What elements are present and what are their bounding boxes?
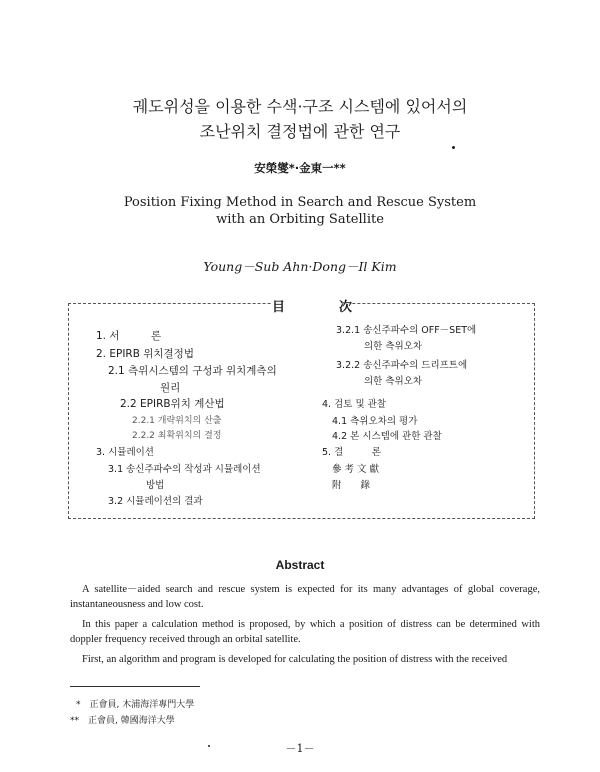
toc-item: 參 考 文 獻: [332, 464, 380, 475]
korean-title-line-1: 궤도위성을 이용한 수색·구조 시스템에 있어서의: [132, 97, 468, 116]
toc-item: 1. 서 론: [96, 330, 162, 342]
toc-item: 2.2.2 최확위치의 결정: [132, 431, 222, 441]
toc-item: 5. 결 론: [322, 447, 381, 458]
toc-item: 3.2 시뮬레이션의 결과: [108, 496, 203, 507]
footnote-rule: [70, 686, 200, 687]
abstract-body: [70, 582, 540, 672]
toc-item: 2. EPIRB 위치결정법: [96, 348, 194, 360]
toc-item: 4.1 측위오차의 평가: [332, 416, 418, 427]
toc-item: 4.2 본 시스템에 관한 관찰: [332, 431, 442, 442]
toc-heading: [272, 296, 352, 315]
footnote-author-1: * 正會員, 木浦海洋專門大學: [76, 700, 195, 710]
toc-item: 3. 시뮬레이션: [96, 447, 154, 458]
toc-item: 附 錄: [332, 480, 371, 491]
abstract-paragraph: First, an algorithm and program is developed for calculating the position of distress with the received: [82, 654, 508, 665]
toc-heading-char-2: 次: [338, 300, 352, 315]
toc-item: 원리: [160, 382, 181, 394]
korean-authors: 安榮燮*·金東一**: [254, 161, 346, 175]
abstract-paragraph: In this paper a calculation method is proposed, by which a position of distress can be determined with doppler frequency received through an orbital satellite.: [70, 619, 540, 645]
toc-item: 방법: [146, 480, 165, 491]
toc-item: 4. 검토 및 관찰: [322, 399, 387, 410]
toc-item: 의한 측위오차: [364, 341, 423, 352]
toc-item: 2.2.1 개략위치의 산출: [132, 416, 222, 426]
toc-item: 3.2.2 송신주파수의 드리프트에: [336, 360, 468, 371]
toc-heading-char-1: 目: [272, 300, 286, 315]
page-number: －1－: [285, 742, 315, 755]
english-title-line-2: with an Orbiting Satellite: [216, 212, 384, 227]
toc-item: 2.2 EPIRB위치 계산법: [120, 398, 225, 410]
toc-item: 2.1 측위시스템의 구성과 위치계측의: [108, 365, 277, 377]
english-authors: Young－Sub Ahn·Dong－Il Kim: [203, 259, 397, 274]
toc-item: 3.2.1 송신주파수의 OFF－SET에: [336, 325, 477, 336]
toc-item: 의한 측위오차: [364, 376, 423, 387]
abstract-paragraph: A satellite－aided search and rescue system is expected for its many advantages of global coverage, instantaneousness and low cost.: [70, 584, 540, 610]
english-title-line-1: Position Fixing Method in Search and Rescue System: [123, 195, 477, 210]
abstract-heading: Abstract: [275, 558, 325, 572]
footnote-author-2: ** 正會員, 韓國海洋大學: [70, 716, 175, 726]
stray-mark: [452, 146, 455, 149]
korean-title-line-2: 조난위치 결정법에 관한 연구: [199, 122, 401, 141]
toc-item: 3.1 송신주파수의 작성과 시뮬레이션: [108, 464, 261, 475]
